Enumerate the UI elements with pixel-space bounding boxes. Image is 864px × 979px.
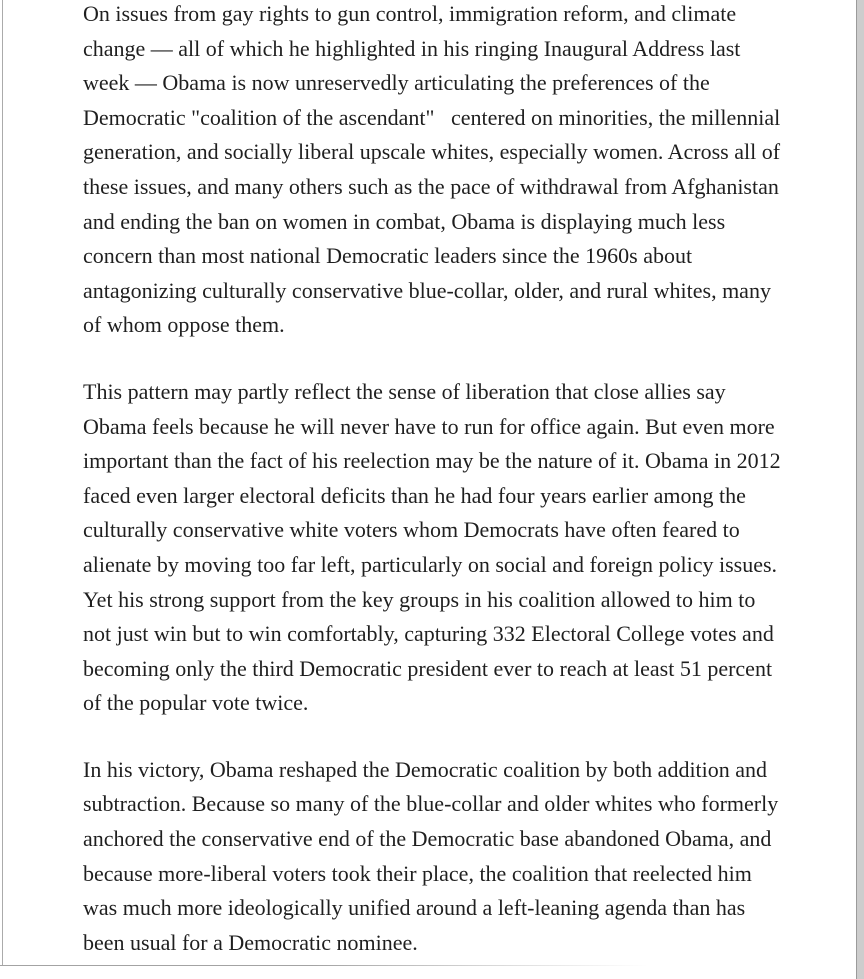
paragraph: This pattern may partly reflect the sense of liberation that close allies say Obama feels because he will never have to run for office again. But even more important than the fact of his reelection may be the nature of it. Obama in 2012 faced even larger electoral deficits than he had four years earlier among the culturally conservative white voters whom Democrats have often feared to alienate by moving too far left, particularly on social and foreign policy issues. Yet his strong support from the key groups in his coalition allowed to him to not just win but to win comfortably, capturing 332 Electoral College votes and becoming only the third Democratic president ever to reach at least 51 percent of the popular vote twice. [83, 378, 781, 716]
paragraph: In his victory, Obama reshaped the Democratic coalition by both addition and subtraction. Because so many of the blue-collar and older whites who formerly anchored the conservative end of the Democratic base abandoned Obama, and because more-liberal voters took their place, the coalition that reelected him was much more ideologically unified around a left-leaning agenda than has been usual for a Democratic nominee. [83, 756, 779, 955]
article-text [83, 0, 783, 979]
page-bottom-border [0, 965, 864, 966]
paragraph: On issues from gay rights to gun control, immigration reform, and climate change — all of which he highlighted in his ringing Inaugural Address last week — Obama is now unreservedly articulating the preferences of the Democratic "coalition of the ascendant" centered on minorities, the millennial generation, and socially liberal upscale whites, especially women. Across all of these issues, and many others such as the pace of withdrawal from Afghanistan and ending the ban on women in combat, Obama is displaying much less concern than most national Democratic leaders since the 1960s about antagonizing culturally conservative blue-collar, older, and rural whites, many of whom oppose them. [83, 1, 781, 338]
page-right-edge [856, 0, 864, 979]
page-left-border [2, 0, 3, 966]
